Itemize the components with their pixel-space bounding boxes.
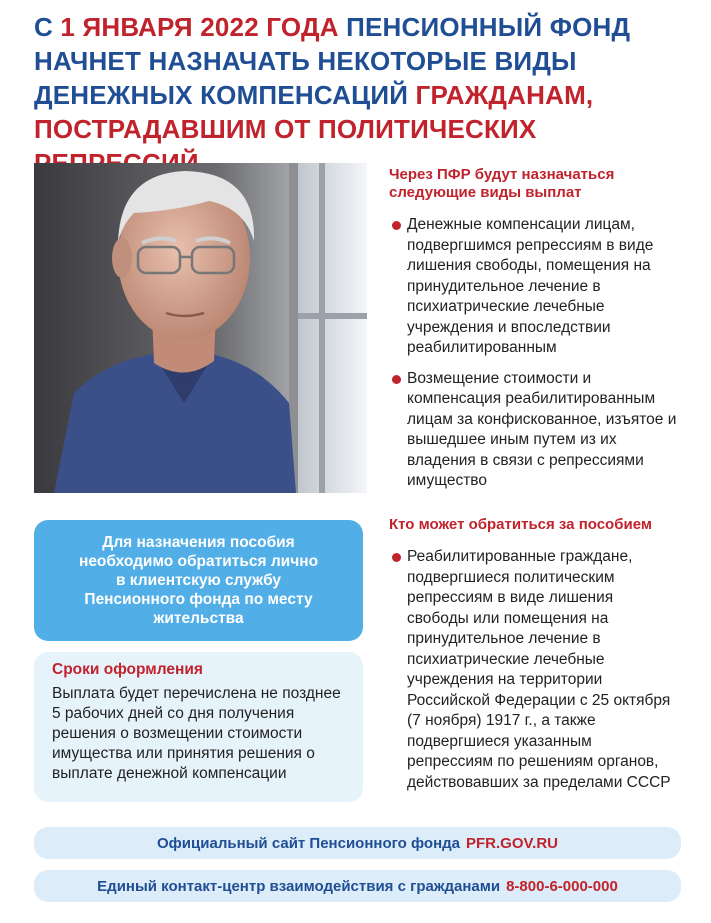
title-date: 1 ЯНВАРЯ 2022 ГОДА: [60, 12, 339, 42]
eligibility-list: [389, 547, 679, 793]
title-prefix: С: [34, 12, 53, 42]
elderly-man-photo: [34, 163, 367, 493]
page-title: [34, 10, 694, 180]
deadline-box: [34, 652, 363, 802]
title-target: ГРАЖДАНАМ, ПОСТРАДАВШИМ ОТ ПОЛИТИЧЕСКИХ: [34, 80, 594, 144]
title-main: ПЕНСИОННЫЙ ФОНД НАЧНЕТ НАЗНАЧАТЬ НЕКОТОРЫЕ ВИДЫ ДЕНЕЖНЫХ КОМПЕНСАЦИЙ: [34, 12, 631, 110]
payments-heading: [389, 166, 689, 202]
payments-list-item: Денежные компенсации лицам, подвергшимся репрессиям в виде лишения свободы, помещения на принудительное лечение в психиатрические лечебные учреждения и впоследствии реабилитированным: [389, 215, 679, 359]
payments-heading-line2: следующие виды выплат: [389, 184, 582, 201]
website-bar: [34, 827, 681, 859]
application-info-box: [34, 520, 363, 641]
website-link[interactable]: PFR.GOV.RU: [466, 834, 558, 852]
deadline-heading: Сроки оформления: [52, 661, 203, 678]
website-label: Официальный сайт Пенсионного фонда: [157, 834, 461, 852]
payments-heading-line1: Через ПФР будут назначаться: [389, 166, 615, 183]
payments-list: [389, 215, 679, 492]
contact-label: Единый контакт-центр взаимодействия с гражданами: [97, 877, 501, 895]
contact-bar: [34, 870, 681, 902]
eligibility-list-item: Реабилитированные граждане, подвергшиеся политическим репрессиям в виде лишения свободы или помещения на принудительное лечение в психиатрические лечебные учреждения на территории Российской Федерации с 25 октября (7 ноября) 1917 г., а также подвергшиеся указанным репрессиям по решениям органов, действовавших за пределами СССР: [389, 547, 679, 793]
payments-list-item: Возмещение стоимости и компенсация реабилитированным лицам за конфискованное, изъятое и вышедшее иным путем из их владения в связи с репрессиями имущество: [389, 369, 679, 492]
contact-phone[interactable]: 8-800-6-000-000: [506, 877, 618, 895]
deadline-text: Выплата будет перечислена не позднее 5 рабочих дней со дня получения решения о возмещении стоимости имущества или принятия решения о выплате денежной компенсации: [52, 685, 341, 782]
eligibility-heading: Кто может обратиться за пособием: [389, 516, 652, 533]
application-info-text: Для назначения пособия необходимо обратиться лично в клиентскую службу Пенсионного фонда по месту жительства: [78, 534, 319, 627]
